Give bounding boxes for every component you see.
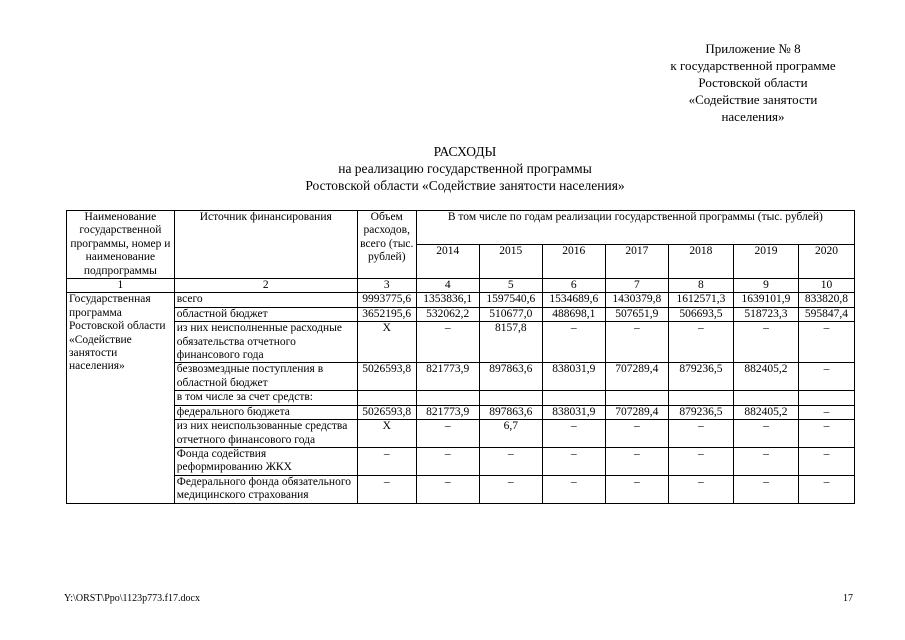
value-cell: – xyxy=(542,447,605,475)
header-volume: Объем расходов, всего (тыс. рублей) xyxy=(357,211,416,279)
value-cell: – xyxy=(479,475,542,503)
value-cell: 595847,4 xyxy=(798,307,854,321)
value-cell: – xyxy=(733,447,798,475)
value-cell: 1430379,8 xyxy=(605,293,668,307)
table-row xyxy=(67,293,855,307)
title-main: РАСХОДЫ xyxy=(433,144,497,159)
source-cell: Федерального фонда обязательного медицинского страхования xyxy=(174,475,357,503)
value-cell xyxy=(798,391,854,405)
value-cell: 879236,5 xyxy=(668,405,733,419)
source-cell: областной бюджет xyxy=(174,307,357,321)
value-cell: 5026593,8 xyxy=(357,405,416,419)
table-row xyxy=(67,322,855,363)
value-cell: – xyxy=(357,475,416,503)
column-number: 10 xyxy=(798,279,854,293)
table-row xyxy=(67,405,855,419)
header-year: 2020 xyxy=(798,245,854,279)
header-source: Источник финансирования xyxy=(174,211,357,279)
expenses-table xyxy=(66,210,855,504)
value-cell: Х xyxy=(357,420,416,448)
value-cell: – xyxy=(798,447,854,475)
value-cell xyxy=(479,391,542,405)
source-cell: федерального бюджета xyxy=(174,405,357,419)
header-year: 2018 xyxy=(668,245,733,279)
column-number: 1 xyxy=(67,279,175,293)
header-year: 2015 xyxy=(479,245,542,279)
value-cell: – xyxy=(605,322,668,363)
value-cell: 488698,1 xyxy=(542,307,605,321)
value-cell: – xyxy=(798,405,854,419)
table-body xyxy=(67,293,855,503)
value-cell: – xyxy=(416,322,479,363)
source-cell: безвозмездные поступления в областной бюджет xyxy=(174,363,357,391)
value-cell: – xyxy=(416,420,479,448)
appendix-line: «Содействие занятости xyxy=(688,92,818,107)
table-row xyxy=(67,447,855,475)
program-name: Государственная программа Ростовской области «Содействие занятости населения» xyxy=(67,293,175,503)
value-cell: 707289,4 xyxy=(605,405,668,419)
source-cell: Фонда содействия реформированию ЖКХ xyxy=(174,447,357,475)
value-cell: – xyxy=(668,322,733,363)
value-cell xyxy=(605,391,668,405)
value-cell: – xyxy=(798,363,854,391)
appendix-line: Ростовской области xyxy=(698,75,808,90)
appendix-block xyxy=(653,40,853,125)
column-number: 4 xyxy=(416,279,479,293)
value-cell: – xyxy=(798,475,854,503)
value-cell xyxy=(733,391,798,405)
source-cell: всего xyxy=(174,293,357,307)
value-cell: 532062,2 xyxy=(416,307,479,321)
column-number: 9 xyxy=(733,279,798,293)
table-row xyxy=(67,475,855,503)
footer-file-path: Y:\ORST\Ppo\1123p773.f17.docx xyxy=(64,593,200,604)
column-number: 7 xyxy=(605,279,668,293)
footer-page-number: 17 xyxy=(843,593,853,604)
source-cell: в том числе за счет средств: xyxy=(174,391,357,405)
column-numbers-row xyxy=(67,279,855,293)
value-cell: – xyxy=(668,475,733,503)
value-cell: 3652195,6 xyxy=(357,307,416,321)
column-number: 5 xyxy=(479,279,542,293)
value-cell: 838031,9 xyxy=(542,363,605,391)
column-number: 2 xyxy=(174,279,357,293)
value-cell xyxy=(416,391,479,405)
value-cell: – xyxy=(542,475,605,503)
value-cell: 1534689,6 xyxy=(542,293,605,307)
source-cell: из них неиспользованные средства отчетного финансового года xyxy=(174,420,357,448)
value-cell: – xyxy=(798,420,854,448)
value-cell: 1639101,9 xyxy=(733,293,798,307)
appendix-line: к государственной программе xyxy=(670,58,836,73)
value-cell: – xyxy=(357,447,416,475)
value-cell: 8157,8 xyxy=(479,322,542,363)
value-cell: 506693,5 xyxy=(668,307,733,321)
value-cell: 507651,9 xyxy=(605,307,668,321)
column-number: 3 xyxy=(357,279,416,293)
value-cell xyxy=(542,391,605,405)
value-cell: 838031,9 xyxy=(542,405,605,419)
value-cell: – xyxy=(605,475,668,503)
value-cell: – xyxy=(733,475,798,503)
value-cell: – xyxy=(733,322,798,363)
value-cell: – xyxy=(416,475,479,503)
value-cell: 821773,9 xyxy=(416,363,479,391)
appendix-line: Приложение № 8 xyxy=(705,41,801,56)
value-cell: 9993775,6 xyxy=(357,293,416,307)
document-title xyxy=(130,143,800,194)
header-year: 2019 xyxy=(733,245,798,279)
value-cell: 897863,6 xyxy=(479,405,542,419)
header-by-years: В том числе по годам реализации государственной программы (тыс. рублей) xyxy=(416,211,854,245)
header-year: 2014 xyxy=(416,245,479,279)
value-cell: – xyxy=(479,447,542,475)
value-cell: 897863,6 xyxy=(479,363,542,391)
value-cell: – xyxy=(668,447,733,475)
value-cell: – xyxy=(798,322,854,363)
table-row xyxy=(67,391,855,405)
table-row xyxy=(67,307,855,321)
header-name: Наименование государственной программы, номер и наименование подпрограммы xyxy=(67,211,175,279)
value-cell xyxy=(668,391,733,405)
header-row xyxy=(67,211,855,245)
value-cell: – xyxy=(416,447,479,475)
value-cell: 1612571,3 xyxy=(668,293,733,307)
value-cell: – xyxy=(733,420,798,448)
value-cell: Х xyxy=(357,322,416,363)
value-cell: 510677,0 xyxy=(479,307,542,321)
value-cell: 882405,2 xyxy=(733,405,798,419)
value-cell: 833820,8 xyxy=(798,293,854,307)
value-cell: 707289,4 xyxy=(605,363,668,391)
title-line: на реализацию государственной программы xyxy=(338,161,592,176)
value-cell: 518723,3 xyxy=(733,307,798,321)
value-cell: 1353836,1 xyxy=(416,293,479,307)
value-cell: 879236,5 xyxy=(668,363,733,391)
value-cell: – xyxy=(542,322,605,363)
value-cell: 6,7 xyxy=(479,420,542,448)
value-cell: – xyxy=(542,420,605,448)
value-cell: 882405,2 xyxy=(733,363,798,391)
value-cell: – xyxy=(605,420,668,448)
source-cell: из них неисполненные расходные обязательства отчетного финансового года xyxy=(174,322,357,363)
table-row xyxy=(67,420,855,448)
column-number: 6 xyxy=(542,279,605,293)
column-number: 8 xyxy=(668,279,733,293)
appendix-line: населения» xyxy=(721,109,785,124)
value-cell: 5026593,8 xyxy=(357,363,416,391)
header-year: 2016 xyxy=(542,245,605,279)
value-cell: 1597540,6 xyxy=(479,293,542,307)
header-year: 2017 xyxy=(605,245,668,279)
table-row xyxy=(67,363,855,391)
value-cell: 821773,9 xyxy=(416,405,479,419)
value-cell: – xyxy=(668,420,733,448)
title-line: Ростовской области «Содействие занятости населения» xyxy=(305,178,625,193)
value-cell: – xyxy=(605,447,668,475)
value-cell xyxy=(357,391,416,405)
